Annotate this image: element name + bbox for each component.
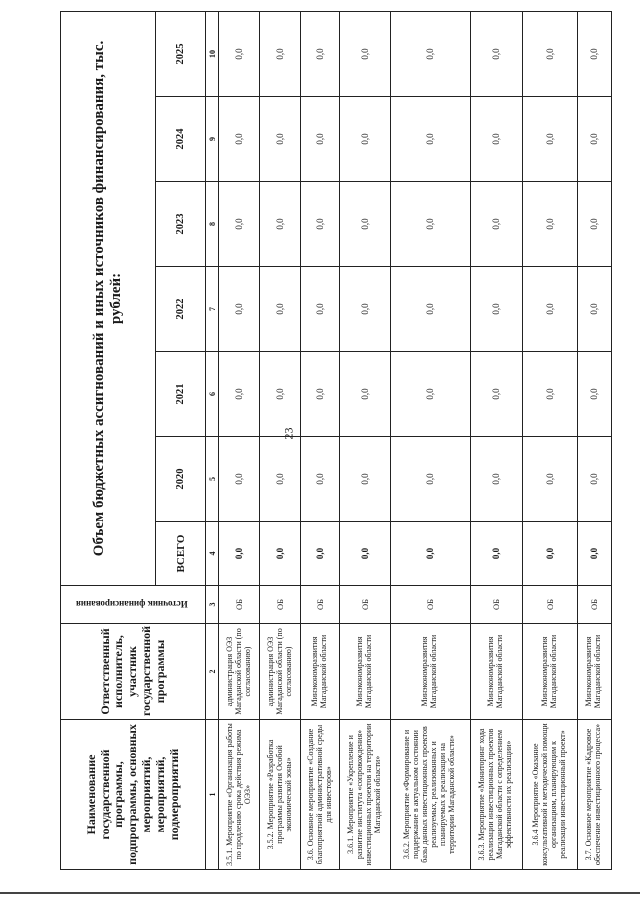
row-source: ОБ: [340, 586, 390, 624]
row-name: 3.6. Основное мероприятие «Создание благоприятной административной среды для инвесторов»: [301, 720, 340, 870]
row-value: 0,0: [301, 11, 340, 96]
row-responsible: Минэкономразвития Магаданской области: [390, 624, 470, 720]
row-value: 0,0: [260, 11, 301, 96]
table-row: [260, 11, 301, 869]
table-row: [219, 11, 260, 869]
row-total: 0,0: [522, 522, 577, 586]
row-value: 0,0: [219, 352, 260, 437]
row-responsible: Минэкономразвития Магаданской области: [301, 624, 340, 720]
row-value: 0,0: [470, 182, 522, 267]
header-responsible: Ответственный исполнитель, участник государственной программы: [61, 624, 206, 720]
row-value: 0,0: [260, 352, 301, 437]
row-name: 3.6.2. Мероприятие «Формирование и поддержание в актуальном состоянии базы данных инвестиционных проектов реализуемых, реализованных и планируемых к реализации на территории Магаданской области»: [390, 720, 470, 870]
row-value: 0,0: [301, 97, 340, 182]
row-value: 0,0: [390, 437, 470, 522]
row-responsible: администрация ОЭЗ Магаданской области (по согласованию): [260, 624, 301, 720]
row-value: 0,0: [301, 267, 340, 352]
row-source: ОБ: [470, 586, 522, 624]
row-value: 0,0: [577, 97, 611, 182]
row-total: 0,0: [219, 522, 260, 586]
row-total: 0,0: [577, 522, 611, 586]
row-value: 0,0: [577, 267, 611, 352]
row-value: 0,0: [260, 97, 301, 182]
row-total: 0,0: [390, 522, 470, 586]
row-total: 0,0: [301, 522, 340, 586]
bottom-rule: [0, 892, 640, 894]
row-value: 0,0: [390, 267, 470, 352]
header-volume: Объем бюджетных ассигнований и иных источников финансирования, тыс. рублей:: [61, 11, 156, 585]
row-value: 0,0: [219, 437, 260, 522]
row-value: 0,0: [390, 97, 470, 182]
row-name: 3.7. Основное мероприятие «Кадровое обеспечение инвестиционного процесса»: [577, 720, 611, 870]
table-row: [340, 11, 390, 869]
row-responsible: администрация ОЭЗ Магаданской области (по согласованию): [219, 624, 260, 720]
row-value: 0,0: [470, 267, 522, 352]
budget-table: [60, 11, 612, 870]
row-value: 0,0: [522, 97, 577, 182]
row-source: ОБ: [577, 586, 611, 624]
table-row: [301, 11, 340, 869]
row-value: 0,0: [340, 97, 390, 182]
column-number: 7: [206, 267, 219, 352]
row-value: 0,0: [390, 352, 470, 437]
header-year: 2025: [156, 11, 206, 96]
row-value: 0,0: [470, 352, 522, 437]
row-total: 0,0: [340, 522, 390, 586]
table-row: [522, 11, 577, 869]
table-row: [470, 11, 522, 869]
row-value: 0,0: [219, 267, 260, 352]
row-value: 0,0: [301, 437, 340, 522]
row-value: 0,0: [340, 182, 390, 267]
row-name: 3.6.4 Мероприятие «Оказание консультативной и методической помощи организациям, планирующим к реализации инвестиционный проект»: [522, 720, 577, 870]
table-row: [390, 11, 470, 869]
header-source-text: Источник финансирования: [76, 599, 189, 610]
row-value: 0,0: [577, 11, 611, 96]
header-total: ВСЕГО: [156, 522, 206, 586]
row-value: 0,0: [577, 437, 611, 522]
row-value: 0,0: [340, 352, 390, 437]
row-value: 0,0: [390, 11, 470, 96]
row-name: 3.6.1. Мероприятие «Укрепление и развитие института «сопровождения» инвестиционных проектов на территории Магаданской области»: [340, 720, 390, 870]
row-value: 0,0: [522, 182, 577, 267]
row-source: ОБ: [260, 586, 301, 624]
column-number: 10: [206, 11, 219, 96]
row-total: 0,0: [260, 522, 301, 586]
row-value: 0,0: [577, 352, 611, 437]
row-value: 0,0: [470, 97, 522, 182]
row-value: 0,0: [390, 182, 470, 267]
row-value: 0,0: [301, 182, 340, 267]
row-value: 0,0: [219, 182, 260, 267]
header-year: 2020: [156, 437, 206, 522]
column-number-row: [206, 11, 219, 869]
row-value: 0,0: [301, 352, 340, 437]
column-number: 5: [206, 437, 219, 522]
row-total: 0,0: [470, 522, 522, 586]
row-value: 0,0: [340, 437, 390, 522]
column-number: 4: [206, 522, 219, 586]
header-year: 2021: [156, 352, 206, 437]
row-source: ОБ: [390, 586, 470, 624]
row-responsible: Минэкономразвития Магаданской области: [340, 624, 390, 720]
column-number: 9: [206, 97, 219, 182]
row-value: 0,0: [470, 437, 522, 522]
column-number: 8: [206, 182, 219, 267]
header-year: 2023: [156, 182, 206, 267]
row-source: ОБ: [301, 586, 340, 624]
row-value: 0,0: [260, 437, 301, 522]
row-name: 3.5.1. Мероприятие «Организация работы по продлению срока действия режима ОЭЗ»: [219, 720, 260, 870]
row-value: 0,0: [260, 182, 301, 267]
row-responsible: Минэкономразвития Магаданской области: [522, 624, 577, 720]
row-value: 0,0: [219, 97, 260, 182]
header-year: 2022: [156, 267, 206, 352]
row-value: 0,0: [577, 182, 611, 267]
column-number: 6: [206, 352, 219, 437]
column-number: 3: [206, 586, 219, 624]
row-responsible: Минэкономразвития Магаданской области: [470, 624, 522, 720]
row-source: ОБ: [219, 586, 260, 624]
table-row: [577, 11, 611, 869]
row-value: 0,0: [470, 11, 522, 96]
header-name: Наименование государственной программы, подпрограммы, основных мероприятий, мероприятий, подмероприятий: [61, 720, 206, 870]
row-value: 0,0: [522, 352, 577, 437]
row-name: 3.6.3. Мероприятие «Мониторинг хода реализации инвестиционных проектов Магаданской области с определением эффективности их реализации»: [470, 720, 522, 870]
column-number: 1: [206, 720, 219, 870]
row-value: 0,0: [522, 437, 577, 522]
row-value: 0,0: [260, 267, 301, 352]
page-number: 23: [281, 427, 296, 440]
rotated-table-container: [60, 12, 612, 870]
row-source: ОБ: [522, 586, 577, 624]
row-responsible: Минэкономразвития Магаданской области: [577, 624, 611, 720]
row-value: 0,0: [522, 11, 577, 96]
column-number: 2: [206, 624, 219, 720]
row-value: 0,0: [340, 267, 390, 352]
header-source: [61, 586, 206, 624]
row-name: 3.5.2. Мероприятие «Разработка программы развития Особой экономической зоны»: [260, 720, 301, 870]
header-year: 2024: [156, 97, 206, 182]
row-value: 0,0: [219, 11, 260, 96]
row-value: 0,0: [522, 267, 577, 352]
row-value: 0,0: [340, 11, 390, 96]
